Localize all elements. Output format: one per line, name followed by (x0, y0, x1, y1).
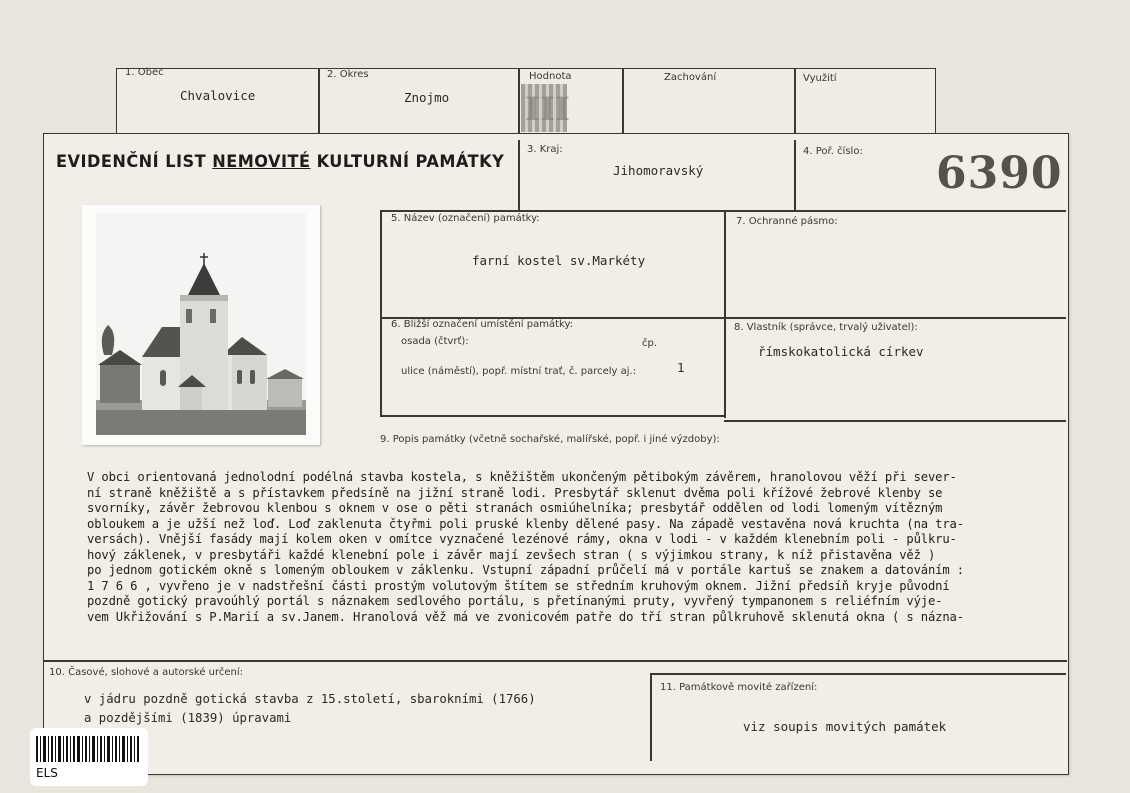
obec-value: Chvalovice (180, 88, 256, 103)
popis-line: obloukem a je užší než loď. Loď zaklenuta čtyřmi poli pruské klenby dělené pasy. Na západě vestavěna nová kruchta (na tra- (87, 516, 964, 531)
okres-label: 2. Okres (327, 69, 369, 80)
divider (724, 210, 726, 418)
popis-line: svorníky, závěr žebrovou klenbou s oknem v ose o pěti stranách osmiúhelníka; presbytář oddělen od lodi lomeným vítězným (87, 501, 943, 515)
divider (650, 673, 652, 761)
casove-line-2: a pozdějšími (1839) úpravami (84, 711, 292, 725)
casove-line-1: v jádru pozdně gotická stavba z 15.století, sbarokními (1766) (84, 692, 536, 706)
title-underlined: NEMOVITÉ (212, 152, 311, 172)
barcode-text: ELS (36, 766, 58, 780)
por-cislo-label: 4. Poř. číslo: (803, 146, 863, 157)
form-title (56, 152, 504, 172)
zachovani-label: Zachování (664, 72, 717, 83)
church-photo (82, 205, 320, 445)
divider (380, 210, 1066, 212)
ulice-label: ulice (náměstí), popř. místní trať, č. parcely aj.: (401, 366, 637, 377)
popis-line: ní straně kněžiště a s přístavkem předsíně na jižní straně lodi. Presbytář sklenut dvěma poli křížové žebrové klenby se (87, 485, 943, 500)
divider (380, 415, 724, 417)
church-image (82, 205, 320, 445)
popis-label: 9. Popis památky (včetně sochařské, malířské, popř. i jiné výzdoby): (380, 434, 720, 445)
kraj-label: 3. Kraj: (527, 144, 563, 155)
divider (794, 140, 796, 210)
popis-line: hový záklenek, v presbytáři každé klenební pole i závěr mají zevšech stran ( s výjimkou strany, k níž přistavěna věž ) (87, 547, 936, 562)
divider (518, 140, 520, 210)
casove-label: 10. Časové, slohové a autorské určení: (49, 667, 244, 678)
divider (794, 69, 796, 140)
divider (318, 69, 320, 140)
popis-line: versách). Vnější fasády mají kolem oken v omítce vyznačené lezénové rámy, okna v lodi - v každém klenebním poli - půlkru- (87, 532, 957, 546)
nazev-label: 5. Název (označení) památky: (391, 213, 540, 224)
nazev-value: farní kostel sv.Markéty (472, 253, 646, 268)
kraj-value: Jihomoravský (613, 163, 704, 178)
ulice-value: 1 (677, 360, 685, 375)
pasmo-label: 7. Ochranné pásmo: (736, 216, 838, 227)
vlastnik-value: římskokatolická církev (758, 344, 924, 359)
hodnota-label: Hodnota (529, 71, 572, 82)
hodnota-value: III (525, 90, 570, 128)
popis-text (87, 470, 1052, 625)
umisteni-label: 6. Bližší označení umístění památky: (391, 319, 574, 330)
divider (724, 420, 1066, 422)
popis-line: 1 7 6 6 , vyvřeno je v nadstřešní části prostým volutovým štítem se středním kruhovým oknem. Jižní předsíň kryje původní (87, 578, 950, 593)
divider (650, 673, 1066, 675)
title-part: KULTURNÍ PAMÁTKY (310, 152, 505, 172)
movite-label: 11. Památkově movité zařízení: (660, 682, 818, 693)
popis-line: V obci orientovaná jednolodní podélná stavba kostela, s kněžištěm ukončeným pětibokým závěrem, hranolovou věží při sever- (87, 470, 957, 484)
divider (380, 210, 382, 415)
popis-line: pozdně gotický pravoúhlý portál s náznakem sedlového portálu, s přetínanými pruty, vyvřený tympanonem s reliéfním výje- (87, 594, 943, 608)
divider (43, 660, 1067, 662)
hodnota-stamp (521, 84, 570, 132)
por-cislo-value: 6390 (936, 148, 1063, 199)
divider (518, 69, 520, 140)
osada-label: osada (čtvrť): (401, 336, 469, 347)
barcode-icon (36, 736, 140, 762)
popis-line: po jednom gotickém okně s lomeným obloukem v záklenku. Vstupní západní průčelí má v portále kartuš se znakem a datováním : (87, 563, 964, 577)
vyuziti-label: Využití (803, 73, 837, 84)
barcode-sticker (30, 728, 148, 786)
vlastnik-label: 8. Vlastník (správce, trvalý uživatel): (734, 322, 918, 333)
popis-line: vem Ukřižování s P.Marií a sv.Janem. Hranolová věž má ve zvonicovém patře do tří stran půlkruhově sklenutá okna ( s názna- (87, 609, 964, 624)
title-part: EVIDENČNÍ LIST (56, 152, 213, 172)
obec-label: 1. Obec (125, 67, 164, 78)
okres-value: Znojmo (404, 90, 450, 105)
movite-value: viz soupis movitých památek (743, 719, 947, 734)
cp-label: čp. (642, 338, 658, 349)
divider (622, 69, 624, 140)
